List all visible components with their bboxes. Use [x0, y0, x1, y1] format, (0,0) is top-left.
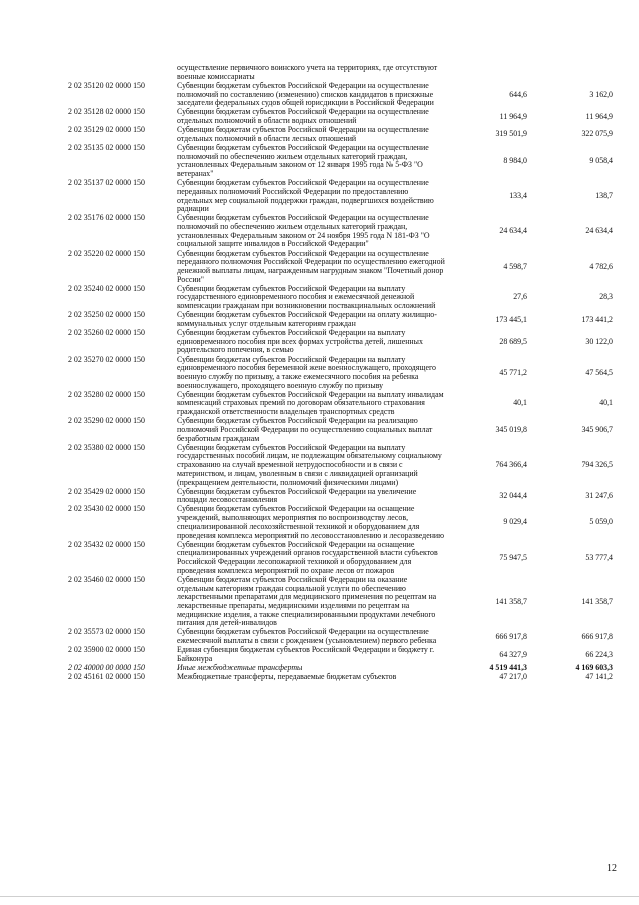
row-value-2: 345 906,7 — [581, 424, 613, 434]
row-value-2: 40,1 — [599, 398, 613, 408]
row-description: Субвенции бюджетам субъектов Российской Федерации на осуществление отдельных полномочий в области водных отношений — [177, 107, 429, 125]
row-value-2: 31 247,6 — [585, 490, 613, 500]
row-value-2: 4 782,6 — [589, 261, 613, 271]
row-code: 2 02 35137 02 0000 150 — [68, 178, 145, 188]
table-row — [68, 391, 613, 418]
row-description: Субвенции бюджетам субъектов Российской Федерации на осуществление ежемесячной выплаты в связи с рождением (усыновлением) первого ребенка — [177, 627, 437, 646]
table-row — [68, 576, 613, 629]
row-value-1: 644,6 — [509, 89, 527, 99]
row-code: 2 02 35120 02 0000 150 — [68, 80, 145, 90]
row-value-1: 24 634,4 — [499, 226, 527, 236]
row-code: 2 02 35270 02 0000 150 — [68, 354, 145, 364]
table-row — [68, 144, 613, 179]
row-description: Субвенции бюджетам субъектов Российской Федерации на оказание отдельным категориям граждан социальной услуги по обеспечению лекарственными препаратами для медицинского применения по рецептам на лекарственные препараты, медицинскими изделиями по рецептам на медицинские изделия, а также специализированными продуктами лечебного питания для детей-инвалидов — [177, 574, 437, 628]
row-value-1: 319 501,9 — [495, 129, 527, 139]
row-value-2: 4 169 603,3 — [575, 663, 613, 673]
row-value-2: 141 358,7 — [581, 596, 613, 606]
row-value-2: 28,3 — [599, 292, 613, 302]
table-row — [68, 505, 613, 540]
row-value-1: 4 598,7 — [503, 261, 527, 271]
row-description: Иные межбюджетные трансферты — [177, 663, 303, 673]
table-row — [68, 329, 613, 356]
row-value-2: 66 224,3 — [585, 649, 613, 659]
row-value-2: 53 777,4 — [585, 552, 613, 562]
row-value-1: 173 445,1 — [495, 314, 527, 324]
table-row — [68, 126, 613, 144]
row-description: Субвенции бюджетам субъектов Российской Федерации на увеличение площади лесовосстановления — [177, 486, 417, 505]
row-value-2: 9 058,4 — [589, 155, 613, 165]
row-code: 2 02 40000 00 0000 150 — [68, 663, 145, 673]
table-row — [68, 628, 613, 646]
row-code: 2 02 35429 02 0000 150 — [68, 486, 145, 496]
row-value-2: 24 634,4 — [585, 226, 613, 236]
table-row — [68, 250, 613, 285]
row-code: 2 02 35240 02 0000 150 — [68, 283, 145, 293]
row-value-1: 45 771,2 — [499, 367, 527, 377]
row-value-1: 64 327,9 — [499, 649, 527, 659]
row-description: Межбюджетные трансферты, передаваемые бюджетам субъектов — [177, 672, 397, 682]
row-description: Субвенции бюджетам субъектов Российской Федерации на выплату государственного единовременного пособия и ежемесячной денежной компенсации гражданам при возникновении поствакцинальных осложнений — [177, 283, 436, 311]
row-description: Субвенции бюджетам субъектов Российской Федерации на выплату единовременного пособия при всех формах устройства детей, лишенных родительского попечения, в семью — [177, 328, 423, 355]
table-row — [68, 541, 613, 576]
row-description: Субвенции бюджетам субъектов Российской Федерации на оснащение специализированных учреждений органов государственной власти субъектов Российской Федерации лесопожарной техникой и оборудованием для проведения комплекса мероприятий по охране лесов от пожаров — [177, 539, 438, 575]
page-bottom-edge — [0, 896, 639, 897]
row-code: 2 02 35250 02 0000 150 — [68, 310, 145, 320]
table-row — [68, 311, 613, 329]
row-value-1: 11 964,9 — [499, 111, 527, 121]
row-code: 2 02 35900 02 0000 150 — [68, 645, 145, 655]
table-row — [68, 356, 613, 391]
row-value-1: 32 044,4 — [499, 490, 527, 500]
table-row — [68, 417, 613, 444]
row-value-2: 794 326,5 — [581, 460, 613, 470]
row-value-1: 40,1 — [513, 398, 527, 408]
row-description: Субвенции бюджетам субъектов Российской Федерации на осуществление переданных полномочий Российской Федерации по предоставлению отдельных мер социальной поддержки граждан, подвергшихся воздействию радиации — [177, 178, 434, 214]
row-description: осуществление первичного воинского учета на территориях, где отсутствуют военные комиссариаты — [177, 63, 438, 81]
row-code: 2 02 35128 02 0000 150 — [68, 107, 145, 117]
table-row — [68, 179, 613, 214]
row-value-1: 764 366,4 — [495, 460, 527, 470]
row-code: 2 02 35135 02 0000 150 — [68, 142, 145, 152]
row-value-1: 133,4 — [509, 191, 527, 201]
row-value-2 — [527, 64, 613, 82]
row-value-1: 9 029,4 — [503, 517, 527, 527]
row-value-1: 75 947,5 — [499, 552, 527, 562]
row-code: 2 02 35129 02 0000 150 — [68, 125, 145, 135]
row-value-2: 30 122,0 — [585, 336, 613, 346]
row-value-2: 138,7 — [595, 191, 613, 201]
row-description: Субвенции бюджетам субъектов Российской Федерации на осуществление отдельных полномочий в области лесных отношений — [177, 125, 429, 143]
row-value-2: 3 162,0 — [589, 89, 613, 99]
table-row — [68, 444, 613, 488]
row-code: 2 02 35280 02 0000 150 — [68, 389, 145, 399]
table-row — [68, 64, 613, 82]
row-value-2: 47 141,2 — [585, 672, 613, 682]
row-value-2: 666 917,8 — [581, 631, 613, 641]
row-description: Субвенции бюджетам субъектов Российской Федерации на оснащение учреждений, выполняющих мероприятия по воспроизводству лесов, специализированной лесохозяйственной техникой и оборудованием для проведения комплекса мероприятий по лесовосстановлению и лесоразведению — [177, 504, 445, 540]
row-value-2: 5 059,0 — [589, 517, 613, 527]
table-row — [68, 673, 613, 682]
row-value-1 — [449, 64, 527, 82]
row-value-1: 47 217,0 — [499, 672, 527, 682]
row-code: 2 02 35573 02 0000 150 — [68, 627, 145, 637]
row-value-1: 345 019,8 — [495, 424, 527, 434]
row-value-2: 11 964,9 — [585, 111, 613, 121]
row-description: Субвенции бюджетам субъектов Российской Федерации на осуществление полномочий по составлению (изменению) списков кандидатов в присяжные заседатели федеральных судов общей юрисдикции в Российской Федерации — [177, 80, 434, 108]
row-code: 2 02 35220 02 0000 150 — [68, 248, 145, 258]
row-value-1: 27,6 — [513, 292, 527, 302]
row-description: Субвенции бюджетам субъектов Российской Федерации на реализацию полномочий Российской Федерации по осуществлению социальных выплат безработным гражданам — [177, 416, 433, 443]
row-code: 2 02 35290 02 0000 150 — [68, 416, 145, 426]
table-row — [68, 82, 613, 109]
row-description: Субвенции бюджетам субъектов Российской Федерации на осуществление полномочий по обеспечению жильем отдельных категорий граждан, установленных Федеральным законом от 24 ноября 1995 года N 181-ФЗ "О социальной защите инвалидов в Российской Федерации" — [177, 213, 430, 249]
row-description: Субвенции бюджетам субъектов Российской Федерации на выплату государственных пособий лицам, не подлежащим обязательному социальному страхованию на случай временной нетрудоспособности и в связи с материнством, и лицам, уволенным в связи с ликвидацией организаций (прекращением деятельности, полномочий физическими лицами) — [177, 442, 442, 487]
budget-table-body — [68, 64, 613, 682]
row-code: 2 02 35380 02 0000 150 — [68, 442, 145, 452]
row-value-2: 47 564,5 — [585, 367, 613, 377]
table-row — [68, 646, 613, 664]
row-description: Субвенции бюджетам субъектов Российской Федерации на выплату инвалидам компенсаций страховых премий по договорам обязательного страхования гражданской ответственности владельцев транспортных средств — [177, 389, 444, 417]
row-description: Субвенции бюджетам субъектов Российской Федерации на оплату жилищно-коммунальных услуг отдельным категориям граждан — [177, 310, 437, 328]
page-number: 12 — [607, 863, 617, 874]
table-row — [68, 285, 613, 312]
row-code — [68, 64, 177, 82]
row-value-1: 8 984,0 — [503, 155, 527, 165]
row-value-1: 4 519 441,3 — [489, 663, 527, 673]
row-code: 2 02 45161 02 0000 150 — [68, 672, 145, 682]
table-row — [68, 214, 613, 249]
row-value-1: 141 358,7 — [495, 596, 527, 606]
row-code: 2 02 35260 02 0000 150 — [68, 328, 145, 337]
row-description: Субвенции бюджетам субъектов Российской Федерации на осуществление переданного полномочия Российской Федерации по осуществлению ежегодной денежной выплаты лицам, награжденным нагрудным знаком "Почетный донор России" — [177, 248, 445, 284]
table-row — [68, 108, 613, 126]
row-description: Субвенции бюджетам субъектов Российской Федерации на осуществление полномочий по обеспечению жильем отдельных категорий граждан, установленных Федеральным законом от 12 января 1995 года № 5-ФЗ "О ветеранах" — [177, 142, 429, 178]
budget-table — [68, 64, 613, 682]
row-code: 2 02 35432 02 0000 150 — [68, 539, 145, 549]
row-code: 2 02 35176 02 0000 150 — [68, 213, 145, 223]
row-value-2: 322 075,9 — [581, 129, 613, 139]
table-row — [68, 488, 613, 506]
row-code: 2 02 35460 02 0000 150 — [68, 574, 145, 584]
row-description: Единая субвенция бюджетам субъектов Российской Федерации и бюджету г. Байконура — [177, 645, 435, 663]
row-code: 2 02 35430 02 0000 150 — [68, 504, 145, 514]
row-value-1: 666 917,8 — [495, 631, 527, 641]
row-value-2: 173 441,2 — [581, 314, 613, 324]
row-description: Субвенции бюджетам субъектов Российской Федерации на выплату единовременного пособия беременной жене военнослужащего, проходящего военную службу по призыву, а также ежемесячного пособия на ребенка военнослужащего, проходящего военную службу по призыву — [177, 354, 436, 390]
row-value-1: 28 689,5 — [499, 336, 527, 346]
